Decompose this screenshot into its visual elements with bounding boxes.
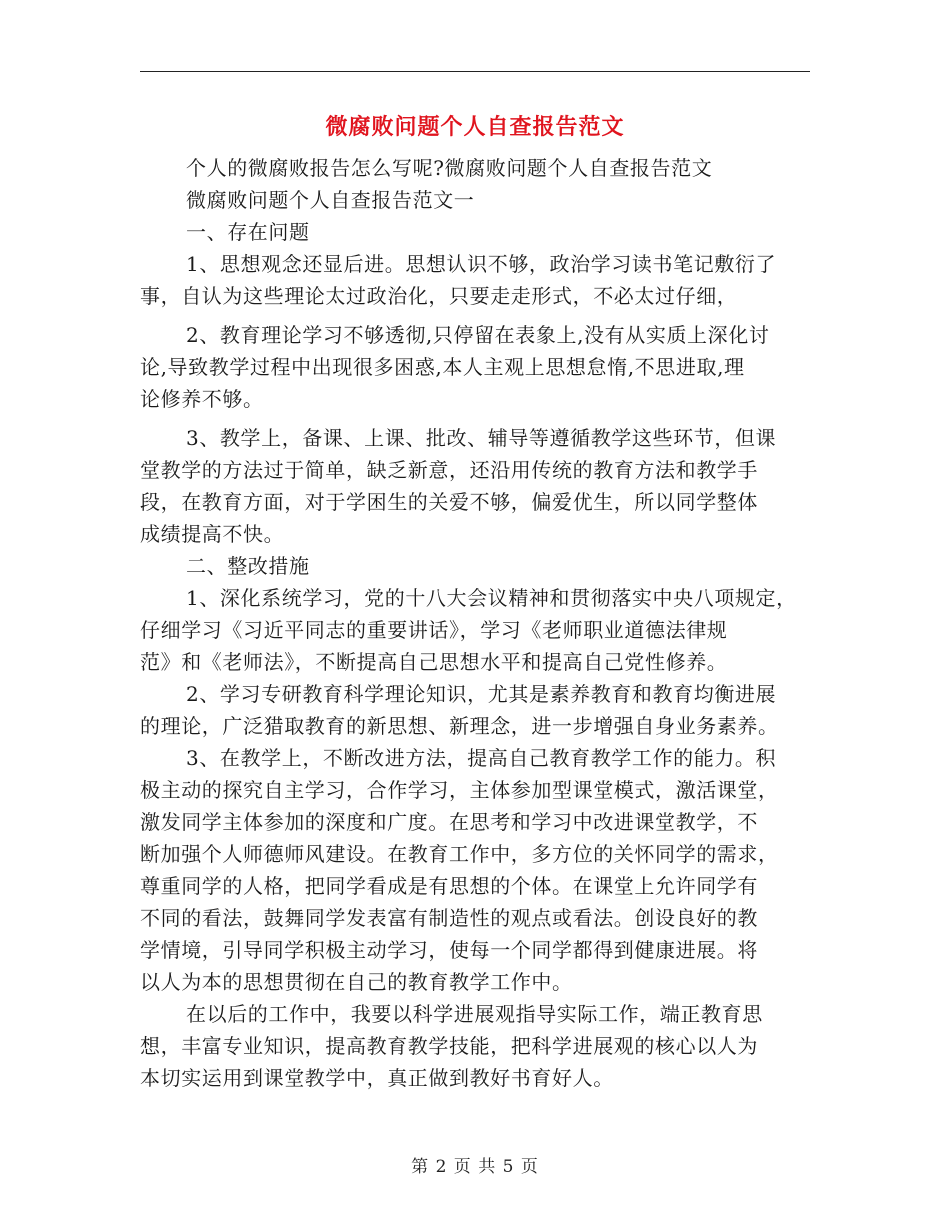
paragraph-line: 段，在教育方面，对于学困生的关爱不够，偏爱优生，所以同学整体 [140,490,758,514]
section-heading-measures: 二、整改措施 [186,554,310,578]
paragraph-line: 3、在教学上，不断改进方法，提高自己教育教学工作的能力。积 [186,746,777,770]
paragraph-line: 本切实运用到课堂教学中，真正做到教好书育好人。 [140,1066,614,1090]
paragraph-line: 成绩提高不快。 [140,522,285,546]
document-body [140,152,820,1094]
paragraph-line: 极主动的探究自主学习，合作学习，主体参加型课堂模式，激活课堂， [140,778,779,802]
paragraph-line: 事，自认为这些理论太过政治化，只要走走形式，不必太过仔细， [140,284,738,308]
page-number: 第 2 页 共 5 页 [411,1157,539,1177]
paragraph-line: 激发同学主体参加的深度和广度。在思考和学习中改进课堂教学，不 [140,810,758,834]
paragraph-line: 3、教学上，备课、上课、批改、辅导等遵循教学这些环节，但课 [186,426,777,450]
paragraph-line: 1、深化系统学习，党的十八大会议精神和贯彻落实中央八项规定， [186,586,797,610]
paragraph-line: 论,导致教学过程中出现很多困惑,本人主观上思想怠惰,不思进取,理 [140,355,745,379]
header-rule [140,71,810,72]
section-heading-problems: 一、存在问题 [186,220,310,244]
paragraph-line: 断加强个人师德师风建设。在教育工作中，多方位的关怀同学的需求， [140,842,779,866]
paragraph-line: 学情境，引导同学积极主动学习，使每一个同学都得到健康进展。将 [140,938,758,962]
intro-line: 个人的微腐败报告怎么写呢?微腐败问题个人自查报告范文 [186,156,713,180]
paragraph-line: 想，丰富专业知识，提高教育教学技能，把科学进展观的核心以人为 [140,1034,758,1058]
document-title: 微腐败问题个人自查报告范文 [325,114,625,140]
paragraph-line: 仔细学习《习近平同志的重要讲话》，学习《老师职业道德法律规 [140,618,728,642]
paragraph-line: 1、思想观念还显后进。思想认识不够，政治学习读书笔记敷衍了 [186,252,777,276]
paragraph-line: 尊重同学的人格，把同学看成是有思想的个体。在课堂上允许同学有 [140,874,758,898]
paragraph-line: 堂教学的方法过于简单，缺乏新意，还沿用传统的教育方法和教学手 [140,458,758,482]
paragraph-line: 不同的看法，鼓舞同学发表富有制造性的观点或看法。创设良好的教 [140,906,758,930]
paragraph-line: 2、教育理论学习不够透彻,只停留在表象上,没有从实质上深化讨 [186,323,770,347]
paragraph-line: 在以后的工作中，我要以科学进展观指导实际工作，端正教育思 [186,1002,763,1026]
paragraph-line: 范》和《老师法》，不断提高自己思想水平和提高自己党性修养。 [140,650,728,674]
paragraph-line: 的理论，广泛猎取教育的新思想、新理念，进一步增强自身业务素养。 [140,714,779,738]
paragraph-line: 论修养不够。 [140,387,264,411]
paragraph-line: 以人为本的思想贯彻在自己的教育教学工作中。 [140,970,573,994]
paragraph-line: 2、学习专研教育科学理论知识，尤其是素养教育和教育均衡进展 [186,682,777,706]
subtitle-line: 微腐败问题个人自查报告范文一 [186,188,475,212]
